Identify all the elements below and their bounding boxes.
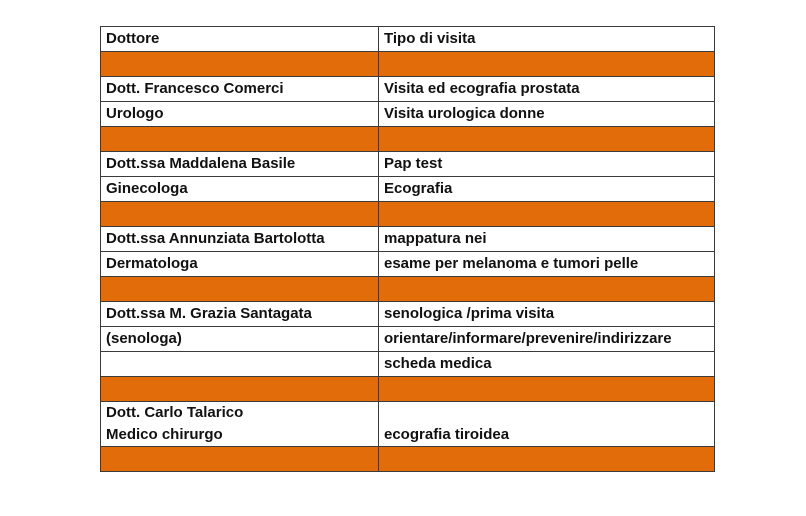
visit-cell: senologica /prima visita [379, 302, 715, 327]
doctor-cell: Dott.ssa Annunziata Bartolotta [101, 227, 379, 252]
header-doctor: Dottore [101, 27, 379, 52]
table-row [101, 302, 715, 327]
table-row [101, 352, 715, 377]
doctor-specialty: Medico chirurgo [106, 426, 223, 443]
separator-band [101, 447, 715, 472]
separator-band [101, 202, 715, 227]
visit-cell: Visita ed ecografia prostata [379, 77, 715, 102]
table-row [101, 177, 715, 202]
visit-cell: scheda medica [379, 352, 715, 377]
visit-cell: esame per melanoma e tumori pelle [379, 252, 715, 277]
header-visit-type: Tipo di visita [379, 27, 715, 52]
visit-cell: mappatura nei [379, 227, 715, 252]
table-row [101, 227, 715, 252]
visit-cell: Ecografia [379, 177, 715, 202]
doctor-cell: Dott.ssa M. Grazia Santagata [101, 302, 379, 327]
visit-cell: orientare/informare/prevenire/indirizzare [379, 327, 715, 352]
separator-band [101, 127, 715, 152]
separator-band [101, 52, 715, 77]
table-row [101, 402, 715, 447]
doctor-name: Dott. Carlo Talarico [106, 404, 244, 421]
doctor-cell: (senologa) [101, 327, 379, 352]
table-header-row [101, 27, 715, 52]
visit-cell: Pap test [379, 152, 715, 177]
doctor-cell: Dott.ssa Maddalena Basile [101, 152, 379, 177]
doctor-cell [101, 402, 379, 447]
separator-band [101, 377, 715, 402]
doctor-cell: Ginecologa [101, 177, 379, 202]
doctor-cell: Dermatologa [101, 252, 379, 277]
doctors-visits-table [100, 26, 715, 472]
doctor-cell: Dott. Francesco Comerci [101, 77, 379, 102]
separator-band [101, 277, 715, 302]
doctor-cell [101, 352, 379, 377]
table-row [101, 77, 715, 102]
visit-cell: Visita urologica donne [379, 102, 715, 127]
table-row [101, 152, 715, 177]
doctor-cell: Urologo [101, 102, 379, 127]
table-row [101, 102, 715, 127]
visit-cell: ecografia tiroidea [379, 402, 715, 447]
table-row [101, 327, 715, 352]
table-row [101, 252, 715, 277]
